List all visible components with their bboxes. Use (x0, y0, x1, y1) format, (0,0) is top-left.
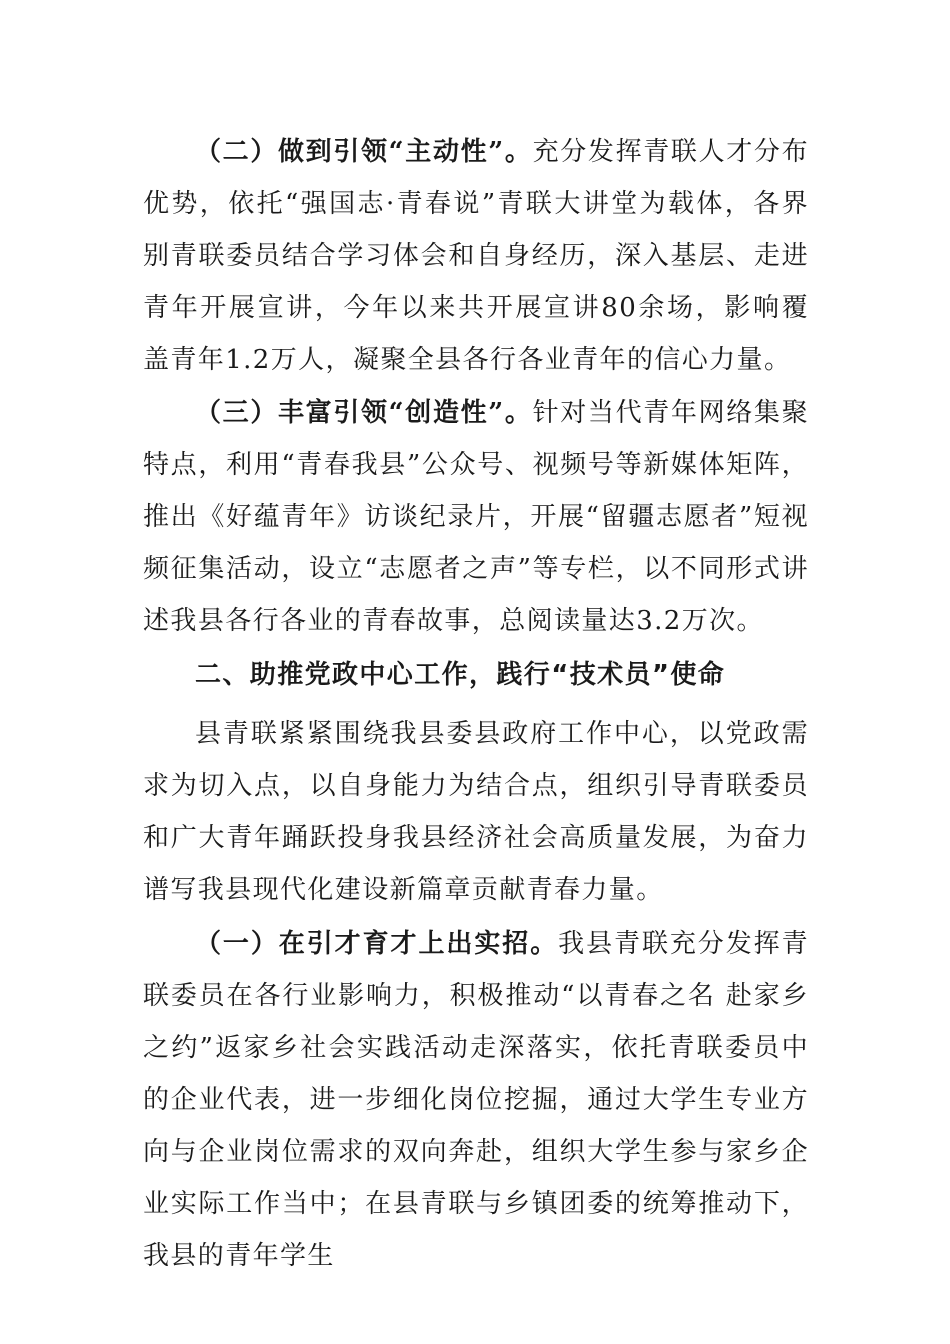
paragraph-body: 针对当代青年网络集聚特点，利用“青春我县”公众号、视频号等新媒体矩阵，推出《好蕴青年》访谈纪录片，开展“留疆志愿者”短视频征集活动，设立“志愿者之声”等专栏，以不同形式讲述我县各行各业的青春故事，总阅读量达3.2万次。 (143, 398, 809, 636)
paragraph-guidance-initiative (143, 126, 809, 386)
section-heading: 二、助推党政中心工作，践行“技术员”使命 (195, 660, 726, 690)
paragraph-lead: （二）做到引领“主动性”。 (195, 137, 533, 167)
paragraph-body: 充分发挥青联人才分布优势，依托“强国志·青春说”青联大讲堂为载体，各界别青联委员结合学习体会和自身经历，深入基层、走进青年开展宣讲，今年以来共开展宣讲80余场，影响覆盖青年1.2万人，凝聚全县各行各业青年的信心力量。 (143, 137, 809, 375)
paragraph-talent-recruitment (143, 918, 809, 1282)
paragraph-lead: （三）丰富引领“创造性”。 (195, 398, 533, 428)
paragraph-body: 我县青联充分发挥青联委员在各行业影响力，积极推动“以青春之名 赴家乡之约”返家乡社会实践活动走深落实，依托青联委员中的企业代表，进一步细化岗位挖掘，通过大学生专业方向与企业岗位需求的双向奔赴，组织大学生参与家乡企业实际工作当中；在县青联与乡镇团委的统筹推动下，我县的青年学生 (143, 929, 810, 1271)
paragraph-guidance-creativity (143, 387, 809, 647)
paragraph-lead: （一）在引才育才上出实招。 (195, 929, 559, 959)
paragraph-section-intro: 县青联紧紧围绕我县委县政府工作中心，以党政需求为切入点，以自身能力为结合点，组织引导青联委员和广大青年踊跃投身我县经济社会高质量发展，为奋力谱写我县现代化建设新篇章贡献青春力量。 (143, 719, 809, 905)
